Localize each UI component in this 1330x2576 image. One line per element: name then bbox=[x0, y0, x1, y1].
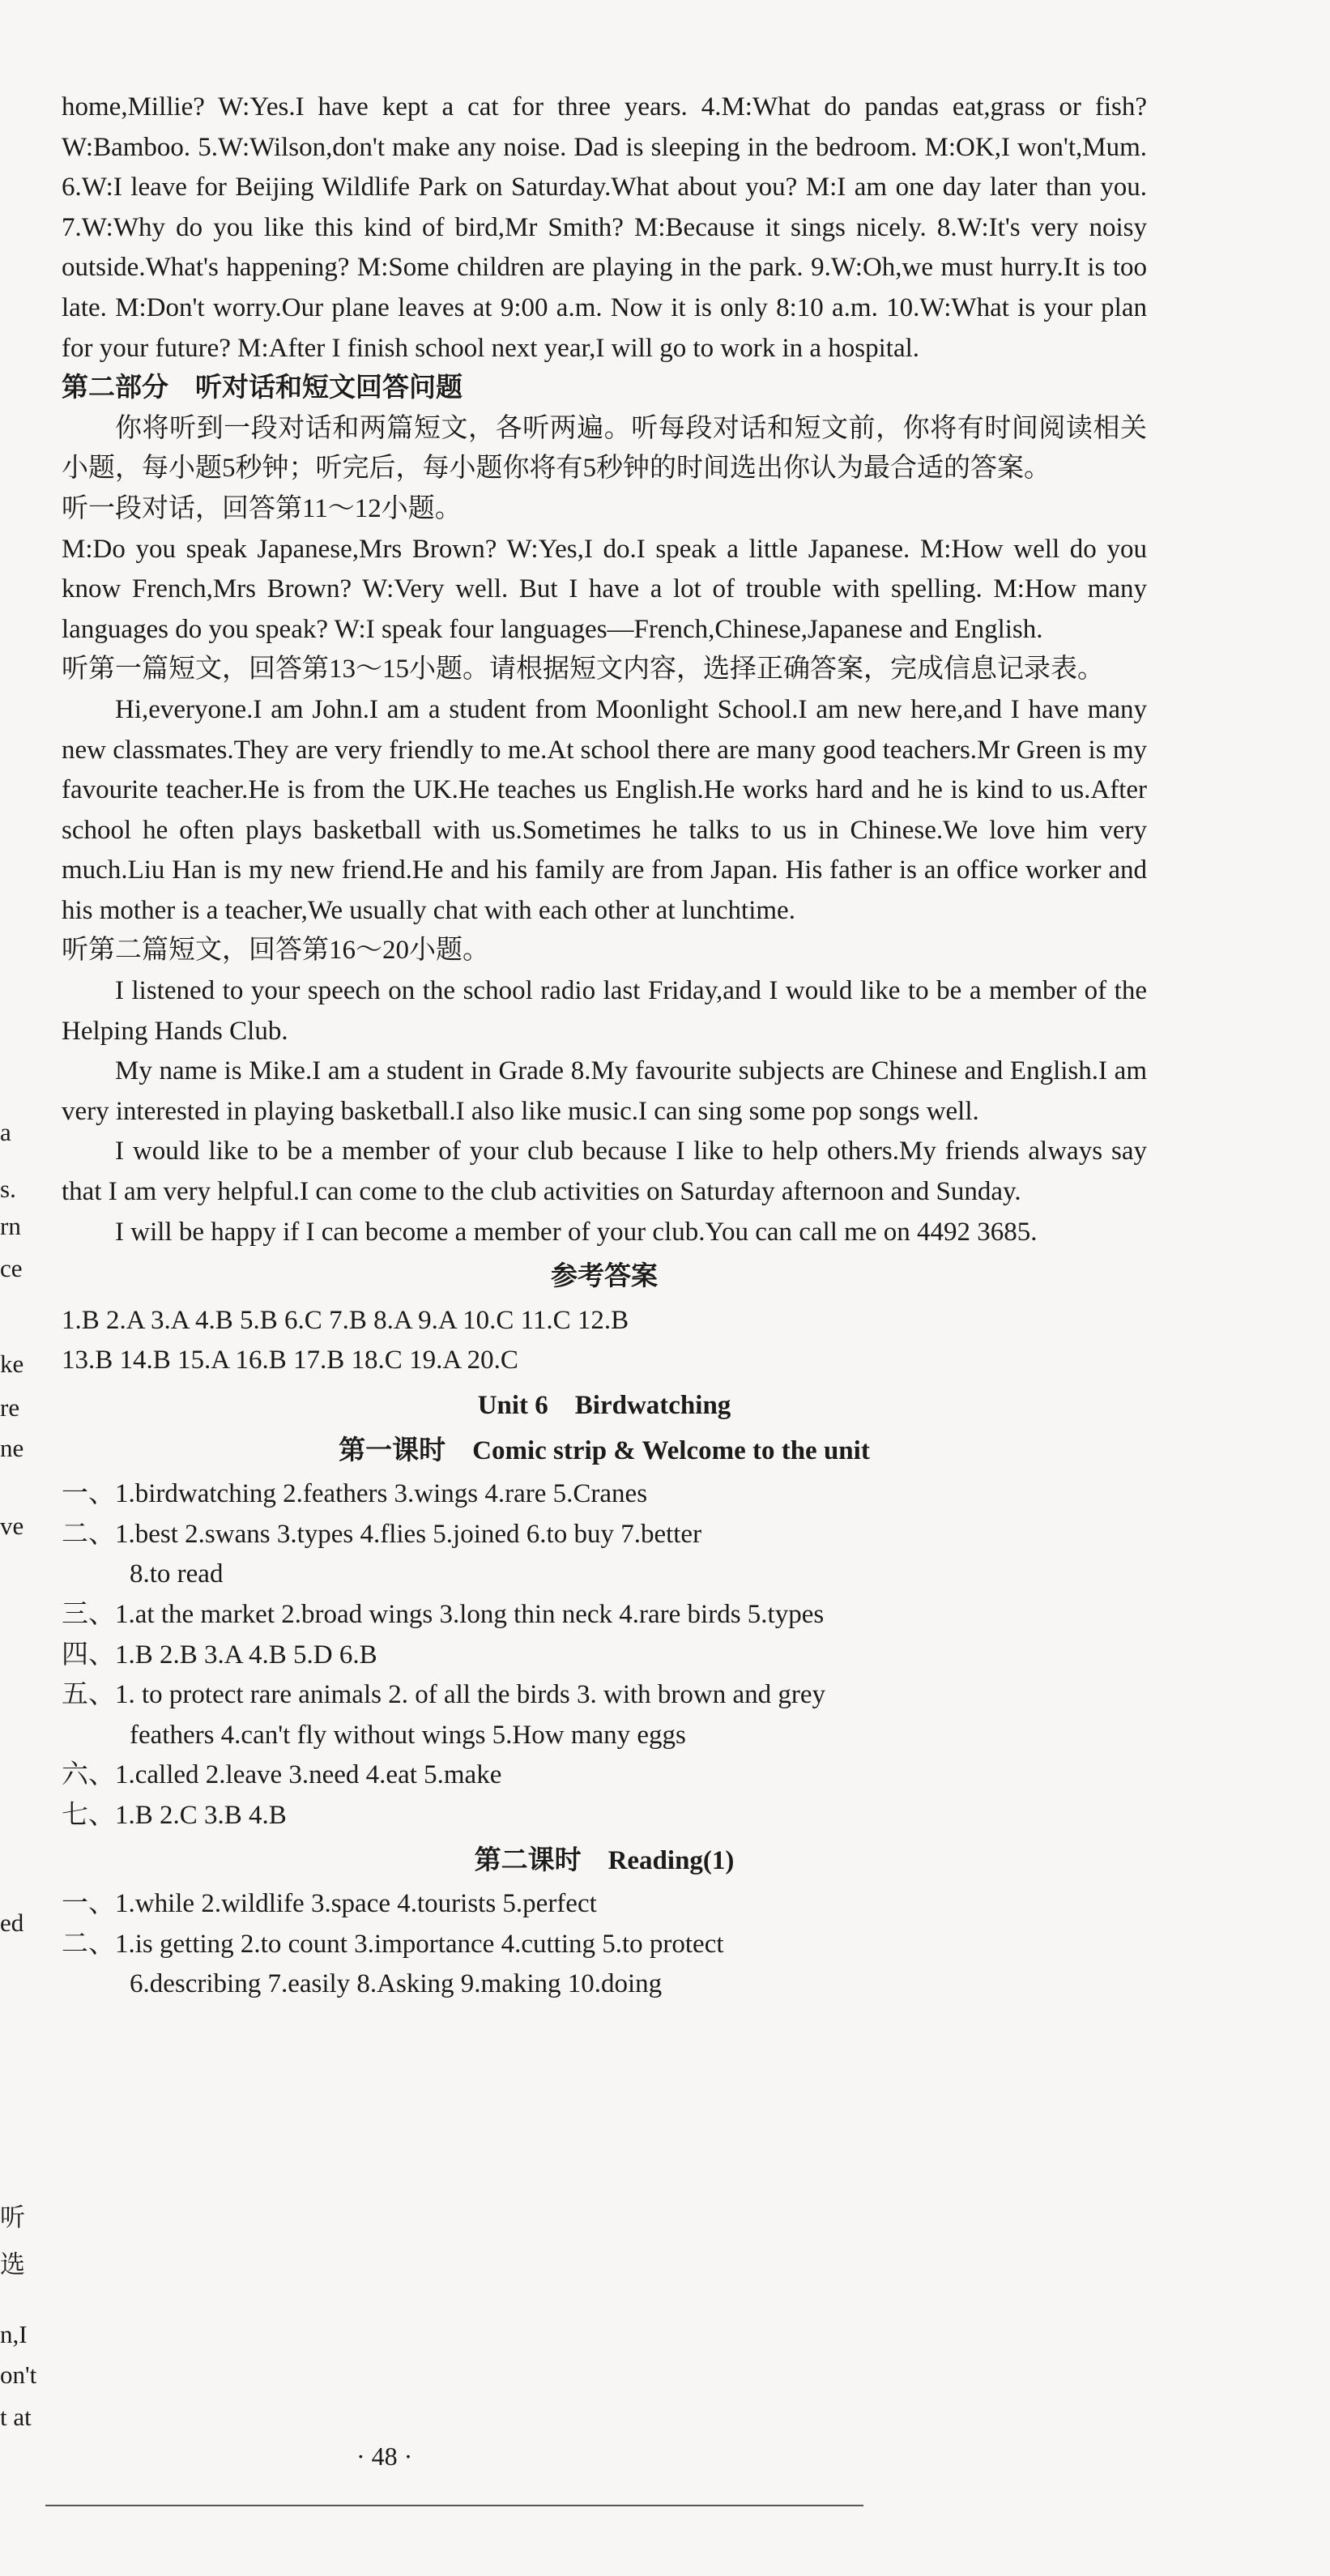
margin-fragment: 听 bbox=[0, 2203, 25, 2232]
exercise-line: 六、1.called 2.leave 3.need 4.eat 5.make bbox=[62, 1760, 502, 1790]
bottom-rule bbox=[45, 2505, 863, 2506]
margin-fragment: ve bbox=[0, 1512, 24, 1540]
passage2-label: 听第二篇短文，回答第16～20小题。 bbox=[62, 936, 489, 966]
exercise-line: 一、1.while 2.wildlife 3.space 4.tourists 5.perfect bbox=[62, 1889, 597, 1919]
answers-title: 参考答案 bbox=[551, 1262, 658, 1292]
script-segment: 10.W:What is your plan for your future? M:After I finish school next year,I will go to work in a hospital. bbox=[62, 292, 1147, 363]
script-segment: 6.W:I leave for Beijing Wildlife Park on Saturday.What about you? M:I am one day later than you. bbox=[62, 173, 1147, 203]
margin-fragment: on't bbox=[0, 2361, 37, 2389]
margin-fragment: re bbox=[0, 1393, 20, 1422]
script-segment: 9.W:Oh,we must hurry.It is too late. M:Don't worry.Our plane leaves at 9:00 a.m. Now it is only 8:10 a.m. bbox=[62, 253, 1147, 322]
exercise-line: 四、1.B 2.B 3.A 4.B 5.D 6.B bbox=[62, 1640, 377, 1670]
lesson1-title: 第一课时 Comic strip & Welcome to the unit bbox=[339, 1435, 870, 1465]
exercise-line: 三、1.at the market 2.broad wings 3.long thin neck 4.rare birds 5.types bbox=[62, 1599, 825, 1629]
unit-title: Unit 6 Birdwatching bbox=[477, 1391, 731, 1420]
exercise-line: 二、1.is getting 2.to count 3.importance 4.cutting 5.to protect bbox=[62, 1929, 724, 1959]
passage2-paragraph: My name is Mike.I am a student in Grade 8.My favourite subjects are Chinese and English.I am very interested in playing basketball.I also like music.I can sing some pop songs well. bbox=[62, 1056, 1147, 1126]
answers-row: 1.B 2.A 3.A 4.B 5.B 6.C 7.B 8.A 9.A 10.C 11.C 12.B bbox=[62, 1305, 629, 1335]
passage2-paragraph: I will be happy if I can become a member of your club.You can call me on 4492 3685. bbox=[115, 1217, 1038, 1247]
passage2-paragraph: I listened to your speech on the school radio last Friday,and I would like to be a member of the Helping Hands Club. bbox=[62, 976, 1147, 1046]
script-segment: 5.W:Wilson,don't make any noise. Dad is sleeping in the bedroom. M:OK,I won't,Mum. bbox=[198, 132, 1147, 162]
margin-fragment: rn bbox=[0, 1212, 21, 1240]
script-segment: home,Millie? W:Yes.I have kept a cat for three years. bbox=[62, 92, 701, 122]
listening-script-part1-tail bbox=[62, 87, 1147, 369]
lesson2-title: 第二课时 Reading(1) bbox=[474, 1845, 735, 1875]
exercise-line: 一、1.birdwatching 2.feathers 3.wings 4.rare 5.Cranes bbox=[62, 1479, 648, 1509]
margin-fragment: 选 bbox=[0, 2250, 25, 2279]
exercise-line: 8.to read bbox=[130, 1559, 224, 1589]
exercise-line: 二、1.best 2.swans 3.types 4.flies 5.joined 6.to buy 7.better bbox=[62, 1519, 702, 1549]
script-segment: 8.W:It's very noisy outside.What's happening? M:Some children are playing in the park. bbox=[62, 212, 1147, 283]
part2-heading: 第二部分 听对话和短文回答问题 bbox=[62, 373, 463, 403]
margin-fragment: ce bbox=[0, 1254, 23, 1282]
margin-fragment: t at bbox=[0, 2403, 32, 2431]
exercise-line: 6.describing 7.easily 8.Asking 9.making 10.doing bbox=[130, 1969, 663, 1999]
dialogue-label: 听一段对话，回答第11～12小题。 bbox=[62, 493, 462, 523]
passage1-text: Hi,everyone.I am John.I am a student from Moonlight School.I am new here,and I have many new classmates.They are very friendly to me.At school there are many good teachers.Mr Green is my favourite teacher.He is from the UK.He teaches us English.He works hard and he is kind to us.After school he often plays basketball with us.Sometimes he talks to us in Chinese.We love him very much.Liu Han is my new friend.He and his family are from Japan. His father is an office worker and his mother is a teacher,We usually chat with each other at lunchtime. bbox=[62, 694, 1147, 925]
margin-fragment: ed bbox=[0, 1909, 24, 1937]
exercise-line: 五、1. to protect rare animals 2. of all the birds 3. with brown and grey bbox=[62, 1680, 826, 1710]
answers-row: 13.B 14.B 15.A 16.B 17.B 18.C 19.A 20.C bbox=[62, 1346, 518, 1375]
margin-fragment: s. bbox=[0, 1175, 16, 1203]
script-segment: 7.W:Why do you like this kind of bird,Mr Smith? M:Because it sings nicely. bbox=[62, 212, 937, 242]
margin-fragment: n,I bbox=[0, 2320, 28, 2348]
margin-fragment: a bbox=[0, 1118, 11, 1146]
page-number: · 48 · bbox=[356, 2442, 413, 2471]
left-margin-fragments bbox=[0, 0, 49, 2576]
passage2-paragraph: I would like to be a member of your club because I like to help others.My friends always say that I am very helpful.I can come to the club activities on Saturday afternoon and Sunday. bbox=[62, 1137, 1147, 1207]
margin-fragment: ne bbox=[0, 1434, 24, 1462]
main-column bbox=[62, 87, 1147, 2005]
margin-fragment: ke bbox=[0, 1350, 24, 1378]
dialogue-text: M:Do you speak Japanese,Mrs Brown? W:Yes,I do.I speak a little Japanese. M:How well do you know French,Mrs Brown? W:Very well. But I have a lot of trouble with spelling. M:How many languages do you speak? W:I speak four languages—French,Chinese,Japanese and English. bbox=[62, 534, 1147, 644]
part2-intro: 你将听到一段对话和两篇短文，各听两遍。听每段对话和短文前，你将有时间阅读相关小题，每小题5秒钟；听完后，每小题你将有5秒钟的时间选出你认为最合适的答案。 bbox=[62, 413, 1147, 484]
passage1-label: 听第一篇短文，回答第13～15小题。请根据短文内容，选择正确答案，完成信息记录表。 bbox=[62, 655, 1104, 685]
script-segment: 4.M:What do pandas eat,grass or fish? W:Bamboo. bbox=[62, 92, 1148, 162]
exercise-line: 七、1.B 2.C 3.B 4.B bbox=[62, 1800, 287, 1830]
exercise-line: feathers 4.can't fly without wings 5.How many eggs bbox=[130, 1720, 686, 1750]
